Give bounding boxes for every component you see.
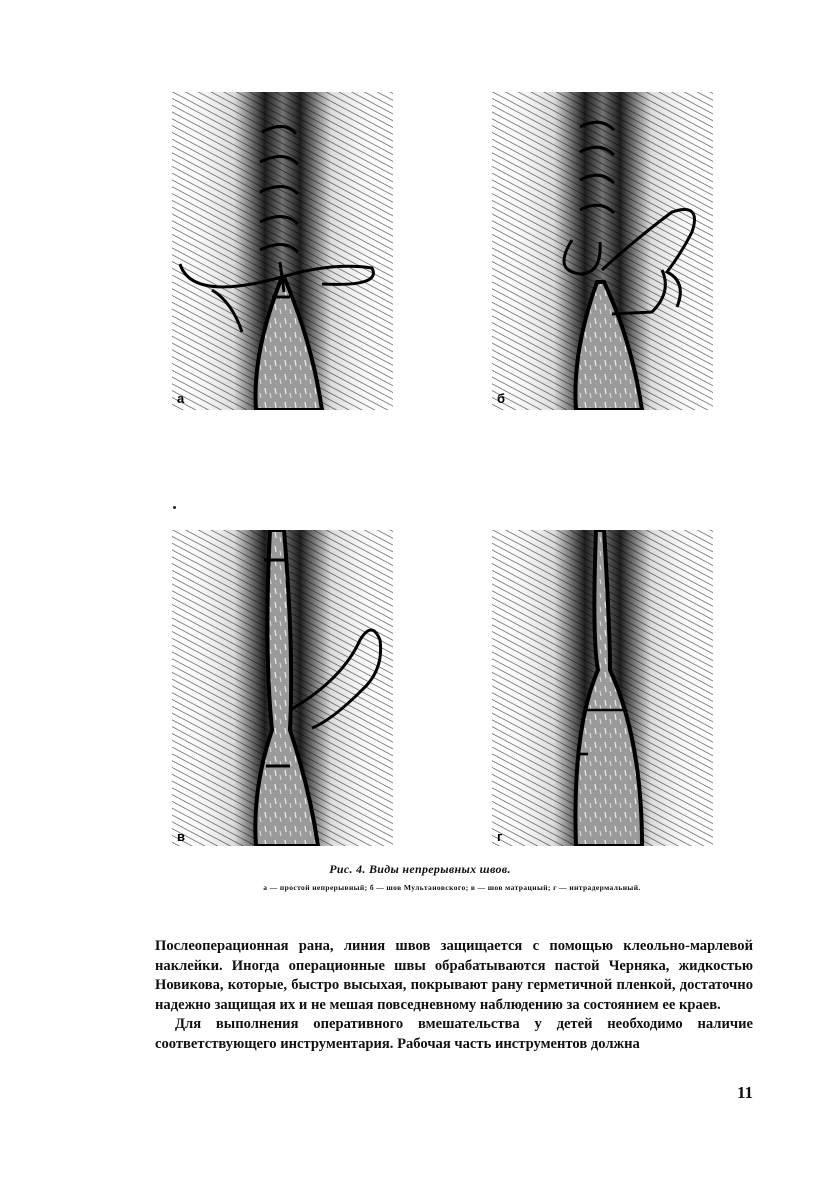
figure-v-mattress-suture [172,530,393,846]
figure-label: б [497,391,506,406]
figure-label: в [177,829,185,844]
paragraph: Послеоперационная рана, линия швов защищается с помощью клеольно-марлевой наклейки. Иногда операционные швы обрабатываются пастой Черняка, жидкостью Новикова, которые, быстро высыхая, покрывают рану герметичной пленкой, достаточно надежно защищая их и не мешая повседневному наблюдению за состоянием ее краев. [155,938,753,1013]
stray-dot [173,506,176,509]
figure-caption-legend: а — простой непрерывный; б — шов Мультановского; в — шов матрацный; г — интрадермальный. [263,883,641,892]
figure-label: а [177,391,185,406]
body-text [155,937,753,1055]
figure-caption-title: Рис. 4. Виды непрерывных швов. [329,862,511,876]
figure-a-simple-continuous-suture [172,92,393,410]
paragraph: Для выполнения оперативного вмешательства у детей необходимо наличие соответствующего инструментария. Рабочая часть инструментов должна [155,1016,753,1052]
figure-b-multanovsky-suture [492,92,713,410]
figure-label: г [497,829,503,844]
figure-g-intradermal-suture [492,530,713,846]
page-number: 11 [737,1083,754,1102]
